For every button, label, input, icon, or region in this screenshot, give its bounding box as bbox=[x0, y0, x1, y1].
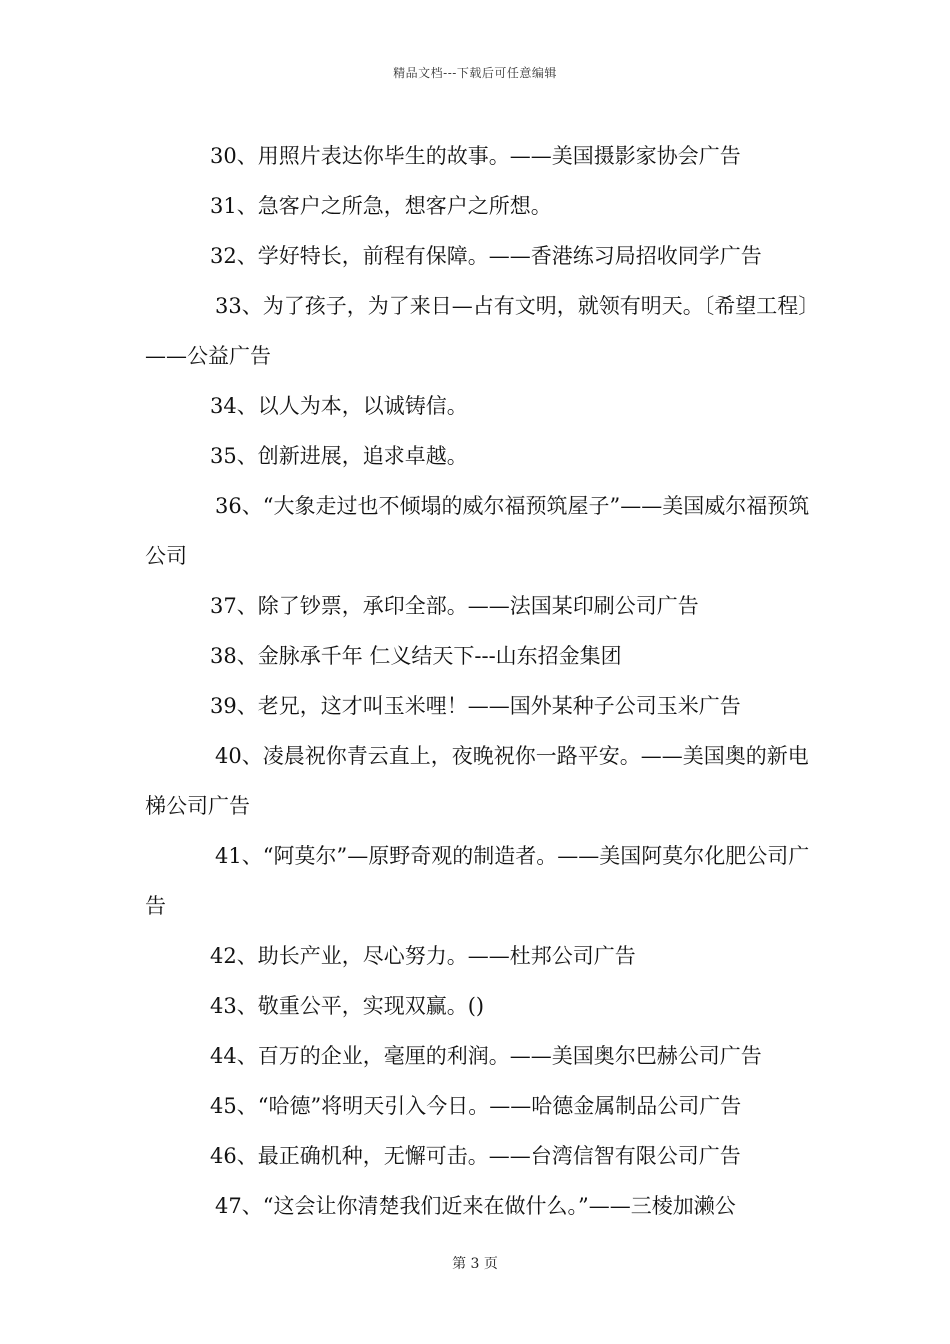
paragraph: 40、凌晨祝你青云直上，夜晚祝你一路平安。——美国奥的新电梯公司广告 bbox=[145, 744, 809, 818]
paragraph: 31、急客户之所急，想客户之所想。 bbox=[210, 194, 552, 218]
paragraph: 47、“这会让你清楚我们近来在做什么。”——三棱加濑公 bbox=[215, 1194, 736, 1218]
paragraph: 38、金脉承千年 仁义结天下---山东招金集团 bbox=[210, 644, 622, 668]
paragraph: 34、以人为本，以诚铸信。 bbox=[210, 394, 468, 418]
document-body bbox=[145, 131, 810, 1231]
paragraph: 35、创新进展，追求卓越。 bbox=[210, 444, 468, 468]
paragraph: 44、百万的企业，毫厘的利润。——美国奥尔巴赫公司广告 bbox=[210, 1044, 762, 1068]
paragraph: 39、老兄，这才叫玉米哩！——国外某种子公司玉米广告 bbox=[210, 694, 741, 718]
paragraph: 41、“阿莫尔”—原野奇观的制造者。——美国阿莫尔化肥公司广告 bbox=[145, 844, 810, 918]
page-number: 第 3 页 bbox=[452, 1256, 498, 1272]
page-header: 精品文档---下载后可任意编辑 bbox=[393, 66, 557, 80]
paragraph: 43、敬重公平，实现双赢。() bbox=[210, 994, 485, 1018]
paragraph: 42、助长产业，尽心努力。——杜邦公司广告 bbox=[210, 944, 636, 968]
paragraph: 33、为了孩子，为了来日—占有文明，就领有明天。〔希望工程〕——公益广告 bbox=[145, 294, 809, 368]
paragraph: 30、用照片表达你毕生的故事。——美国摄影家协会广告 bbox=[210, 144, 741, 168]
paragraph: 36、“大象走过也不倾塌的威尔福预筑屋子”——美国威尔福预筑公司 bbox=[145, 494, 810, 568]
paragraph: 37、除了钞票，承印全部。——法国某印刷公司广告 bbox=[210, 594, 699, 618]
paragraph: 46、最正确机种，无懈可击。——台湾信智有限公司广告 bbox=[210, 1144, 741, 1168]
paragraph: 45、“哈德”将明天引入今日。——哈德金属制品公司广告 bbox=[210, 1094, 742, 1118]
paragraph: 32、学好特长，前程有保障。——香港练习局招收同学广告 bbox=[210, 244, 762, 268]
